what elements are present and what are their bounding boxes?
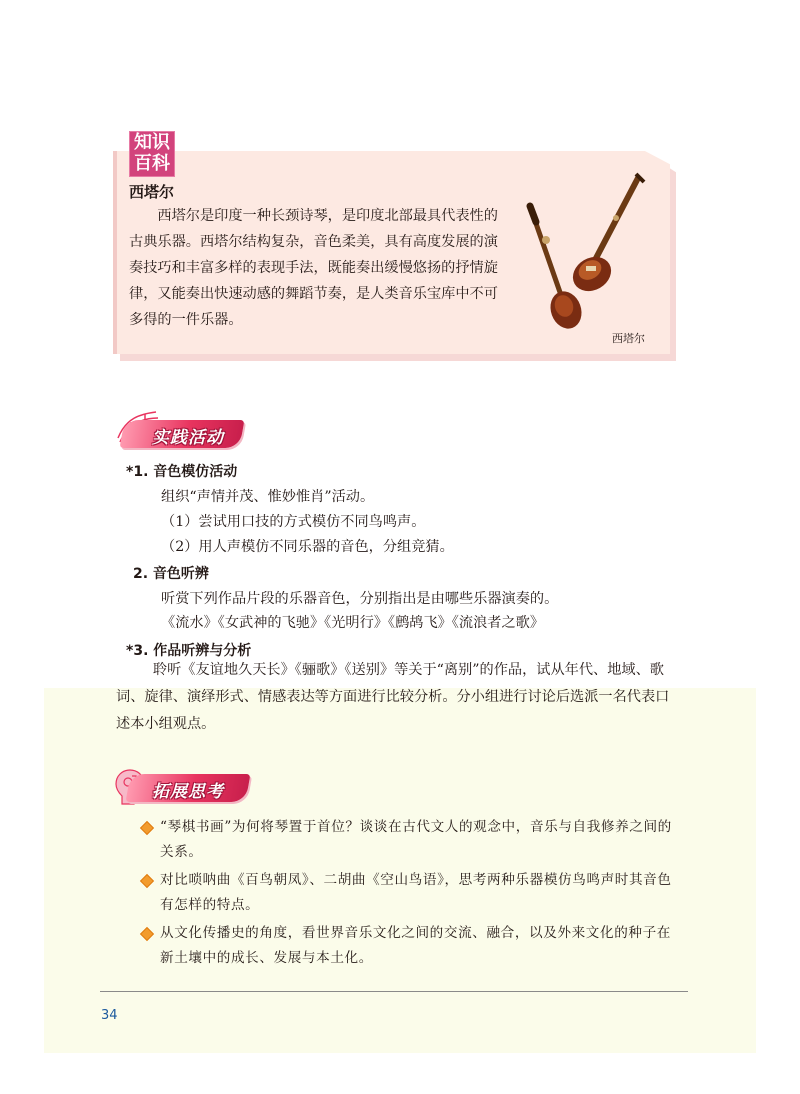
activity-3-paragraph: 聆听《友谊地久天长》《骊歌》《送别》等关于“离别”的作品，试从年代、地域、歌词、旋律、演绎形式、情感表达等方面进行比较分析。分小组进行讨论后选派一名代表口述本小组观点。 (116, 662, 670, 732)
knowledge-body: 西塔尔是印度一种长颈诗琴，是印度北部最具代表性的古典乐器。西塔尔结构复杂，音色柔美，具有高度发展的演奏技巧和丰富多样的表现手法，既能奏出缓慢悠扬的抒情旋律，又能奏出快速动感的舞蹈节奏，是人类音乐宝库中不可多得的一件乐器。 (129, 208, 498, 328)
activity-1-line-2: （1）尝试用口技的方式模仿不同鸟鸣声。 (161, 514, 426, 530)
badge-line-1: 知识 (134, 132, 170, 153)
knowledge-badge (129, 131, 175, 177)
diamond-bullet-icon (140, 927, 154, 941)
activity-2-title: 2. 音色听辨 (133, 566, 209, 582)
diamond-bullet-icon (140, 821, 154, 835)
list-item-text: 对比唢呐曲《百鸟朝凤》、二胡曲《空山鸟语》，思考两种乐器模仿鸟鸣声时其音色有怎样的特点。 (160, 872, 672, 913)
think-heading: 拓展思考 (152, 782, 224, 802)
image-caption: 西塔尔 (612, 332, 645, 345)
list-item-text: “琴棋书画”为何将琴置于首位？谈谈在古代文人的观念中，音乐与自我修养之间的关系。 (160, 819, 672, 860)
sitar-image (520, 170, 660, 335)
knowledge-title: 西塔尔 (129, 183, 175, 201)
practice-heading: 实践活动 (152, 428, 224, 448)
activity-2-line-2: 《流水》《女武神的飞驰》《光明行》《鹧鸪飞》《流浪者之歌》 (161, 615, 545, 631)
page-number: 34 (101, 1008, 118, 1023)
activity-1-line-3: （2）用人声模仿不同乐器的音色，分组竞猜。 (161, 539, 454, 555)
activity-1-title: *1. 音色模仿活动 (126, 464, 238, 480)
list-item (140, 868, 680, 918)
sitar-right-illustration (567, 174, 644, 298)
activity-1-line-1: 组织“声情并茂、惟妙惟肖”活动。 (161, 489, 375, 505)
activity-2-line-1: 听赏下列作品片段的乐器音色，分别指出是由哪些乐器演奏的。 (161, 591, 559, 607)
diamond-bullet-icon (140, 874, 154, 888)
activity-3-title: *3. 作品听辨与分析 (126, 643, 252, 659)
list-item-text: 从文化传播史的角度，看世界音乐文化之间的交流、融合，以及外来文化的种子在新土壤中的成长、发展与本土化。 (160, 925, 671, 966)
list-item (140, 921, 680, 971)
list-item (140, 815, 680, 865)
badge-line-2: 百科 (134, 153, 170, 174)
footer-divider (100, 991, 688, 992)
think-list (140, 815, 680, 974)
